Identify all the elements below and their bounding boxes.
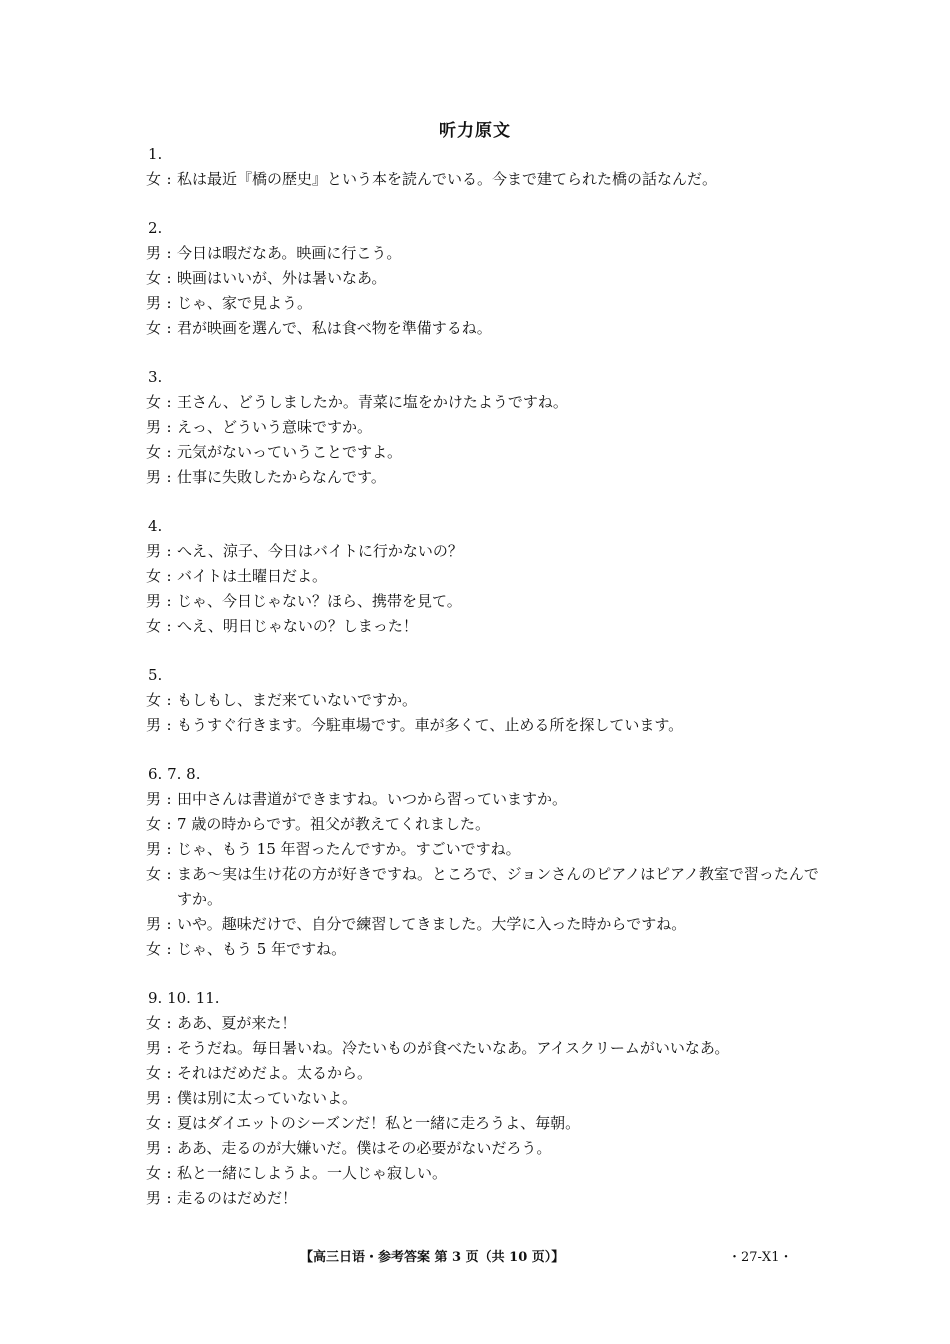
- dialogue-line: [146, 266, 826, 291]
- dialogue-line: [146, 912, 826, 937]
- section-number: 5.: [148, 666, 163, 684]
- speaker-label: 男: [146, 244, 162, 262]
- dialogue-line: [146, 1086, 826, 1111]
- dialogue-line: [146, 1036, 826, 1061]
- line-text: 夏はダイエットのシーズンだ！私と一緒に走ろうよ、毎朝。: [177, 1114, 581, 1132]
- dialogue-line: [146, 688, 826, 713]
- speaker-label: 男: [146, 1189, 162, 1207]
- line-text: 走るのはだめだ！: [177, 1189, 298, 1207]
- speaker-label: 女: [146, 940, 162, 958]
- line-text: それはだめだよ。太るから。: [177, 1064, 373, 1082]
- footer-code: ・27-X1・: [728, 1250, 793, 1265]
- speaker-label: 女: [146, 865, 162, 883]
- speaker-colon: :: [166, 592, 172, 610]
- page-title: 听力原文: [439, 121, 511, 141]
- speaker-colon: :: [166, 468, 172, 486]
- speaker-label: 女: [146, 617, 162, 635]
- speaker-colon: :: [166, 294, 172, 312]
- speaker-colon: :: [166, 244, 172, 262]
- speaker-colon: :: [166, 1114, 172, 1132]
- dialogue-line: [146, 440, 826, 465]
- speaker-colon: :: [166, 443, 172, 461]
- speaker-colon: :: [166, 815, 172, 833]
- speaker-label: 男: [146, 1089, 162, 1107]
- line-text: まあ～実は生け花の方が好きですね。ところで、ジョンさんのピアノはピアノ教室で習ったんですか。: [177, 865, 819, 908]
- dialogue-line: [146, 787, 826, 812]
- speaker-label: 男: [146, 592, 162, 610]
- dialogue-line: [146, 564, 826, 589]
- line-text: ああ、走るのが大嫌いだ。僕はその必要がないだろう。: [177, 1139, 552, 1157]
- dialogue-line: [146, 539, 826, 564]
- speaker-colon: :: [166, 567, 172, 585]
- speaker-colon: :: [166, 1189, 172, 1207]
- speaker-label: 男: [146, 418, 162, 436]
- line-text: 元気がないっていうことですよ。: [177, 443, 403, 461]
- speaker-label: 男: [146, 1039, 162, 1057]
- dialogue-line: [146, 1111, 826, 1136]
- line-text: もしもし、まだ来ていないですか。: [177, 691, 418, 709]
- dialogue-section: [146, 142, 826, 192]
- speaker-colon: :: [166, 691, 172, 709]
- dialogue-section: [146, 762, 826, 962]
- speaker-label: 女: [146, 1164, 162, 1182]
- line-text: 仕事に失敗したからなんです。: [177, 468, 386, 486]
- speaker-label: 男: [146, 1139, 162, 1157]
- section-number: 6. 7. 8.: [148, 765, 201, 783]
- line-text: じゃ、もう 5 年ですね。: [177, 940, 347, 958]
- speaker-label: 女: [146, 269, 162, 287]
- dialogue-line: [146, 390, 826, 415]
- speaker-colon: :: [166, 1064, 172, 1082]
- line-text: 私と一緒にしようよ。一人じゃ寂しい。: [177, 1164, 448, 1182]
- speaker-label: 女: [146, 170, 162, 188]
- section-number: 9. 10. 11.: [148, 989, 220, 1007]
- dialogue-line: [146, 241, 826, 266]
- speaker-colon: :: [166, 716, 172, 734]
- dialogue-line: [146, 1011, 826, 1036]
- speaker-colon: :: [166, 1089, 172, 1107]
- speaker-label: 女: [146, 567, 162, 585]
- dialogue-line: [146, 465, 826, 490]
- line-text: もうすぐ行きます。今駐車場です。車が多くて、止める所を探しています。: [177, 716, 684, 734]
- dialogue-section: [146, 365, 826, 490]
- dialogue-line: [146, 1186, 826, 1211]
- speaker-label: 男: [146, 840, 162, 858]
- speaker-colon: :: [166, 790, 172, 808]
- dialogue-line: [146, 1061, 826, 1086]
- dialogue-line: [146, 713, 826, 738]
- speaker-colon: :: [166, 1039, 172, 1057]
- line-text: 僕は別に太っていないよ。: [177, 1089, 358, 1107]
- line-text: じゃ、もう 15 年習ったんですか。すごいですね。: [177, 840, 521, 858]
- line-text: そうだね。毎日暑いね。冷たいものが食べたいなあ。アイスクリームがいいなあ。: [177, 1039, 730, 1057]
- speaker-label: 女: [146, 1014, 162, 1032]
- dialogue-line: [146, 291, 826, 316]
- dialogue-section: [146, 216, 826, 341]
- dialogue-line: [146, 415, 826, 440]
- line-text: 映画はいいが、外は暑いなあ。: [177, 269, 387, 287]
- line-text: 君が映画を選んで、私は食べ物を準備するね。: [177, 319, 492, 337]
- speaker-colon: :: [166, 1139, 172, 1157]
- section-number: 3.: [148, 368, 163, 386]
- line-text: へえ、涼子、今日はバイトに行かないの？: [177, 542, 463, 560]
- speaker-colon: :: [166, 617, 172, 635]
- speaker-label: 男: [146, 790, 162, 808]
- dialogue-line: [146, 589, 826, 614]
- speaker-label: 女: [146, 319, 162, 337]
- line-text: いや。趣味だけで、自分で練習してきました。大学に入った時からですね。: [177, 915, 687, 933]
- line-text: バイトは土曜日だよ。: [177, 567, 328, 585]
- transcript: [146, 142, 826, 1235]
- speaker-label: 女: [146, 1064, 162, 1082]
- dialogue-line: [146, 862, 826, 912]
- line-text: へえ、明日じゃないの？しまった！: [177, 617, 418, 635]
- section-number: 4.: [148, 517, 163, 535]
- dialogue-line: [146, 937, 826, 962]
- dialogue-line: [146, 812, 826, 837]
- dialogue-section: [146, 663, 826, 738]
- speaker-label: 女: [146, 443, 162, 461]
- speaker-label: 女: [146, 691, 162, 709]
- speaker-label: 女: [146, 393, 162, 411]
- speaker-colon: :: [166, 393, 172, 411]
- speaker-colon: :: [166, 940, 172, 958]
- line-text: 王さん、どうしましたか。青菜に塩をかけたようですね。: [177, 393, 568, 411]
- dialogue-line: [146, 167, 826, 192]
- speaker-label: 男: [146, 915, 162, 933]
- dialogue-line: [146, 316, 826, 341]
- speaker-label: 男: [146, 716, 162, 734]
- speaker-colon: :: [166, 915, 172, 933]
- line-text: ああ、夏が来た！: [177, 1014, 297, 1032]
- speaker-label: 男: [146, 542, 162, 560]
- speaker-colon: :: [166, 1164, 172, 1182]
- line-text: 7 歳の時からです。祖父が教えてくれました。: [177, 815, 490, 833]
- dialogue-line: [146, 1161, 826, 1186]
- speaker-colon: :: [166, 1014, 172, 1032]
- line-text: 田中さんは書道ができますね。いつから習っていますか。: [177, 790, 568, 808]
- dialogue-line: [146, 1136, 826, 1161]
- speaker-colon: :: [166, 865, 172, 883]
- speaker-label: 女: [146, 815, 162, 833]
- speaker-colon: :: [166, 418, 172, 436]
- section-number: 2.: [148, 219, 163, 237]
- line-text: 私は最近『橋の歴史』という本を読んでいる。今まで建てられた橋の話なんだ。: [177, 170, 718, 188]
- dialogue-section: [146, 514, 826, 639]
- speaker-colon: :: [166, 840, 172, 858]
- line-text: じゃ、家で見よう。: [177, 294, 313, 312]
- footer-page-label: 【高三日语・参考答案 第 3 页（共 10 页）】: [300, 1250, 565, 1265]
- speaker-colon: :: [166, 319, 172, 337]
- speaker-colon: :: [166, 170, 172, 188]
- speaker-label: 男: [146, 294, 162, 312]
- line-text: 今日は暇だなあ。映画に行こう。: [177, 244, 402, 262]
- speaker-label: 女: [146, 1114, 162, 1132]
- speaker-colon: :: [166, 542, 172, 560]
- line-text: えっ、どういう意味ですか。: [177, 418, 373, 436]
- dialogue-line: [146, 837, 826, 862]
- dialogue-line: [146, 614, 826, 639]
- section-number: 1.: [148, 145, 163, 163]
- line-text: じゃ、今日じゃない？ほら、携帯を見て。: [177, 592, 462, 610]
- dialogue-section: [146, 986, 826, 1211]
- speaker-colon: :: [166, 269, 172, 287]
- speaker-label: 男: [146, 468, 162, 486]
